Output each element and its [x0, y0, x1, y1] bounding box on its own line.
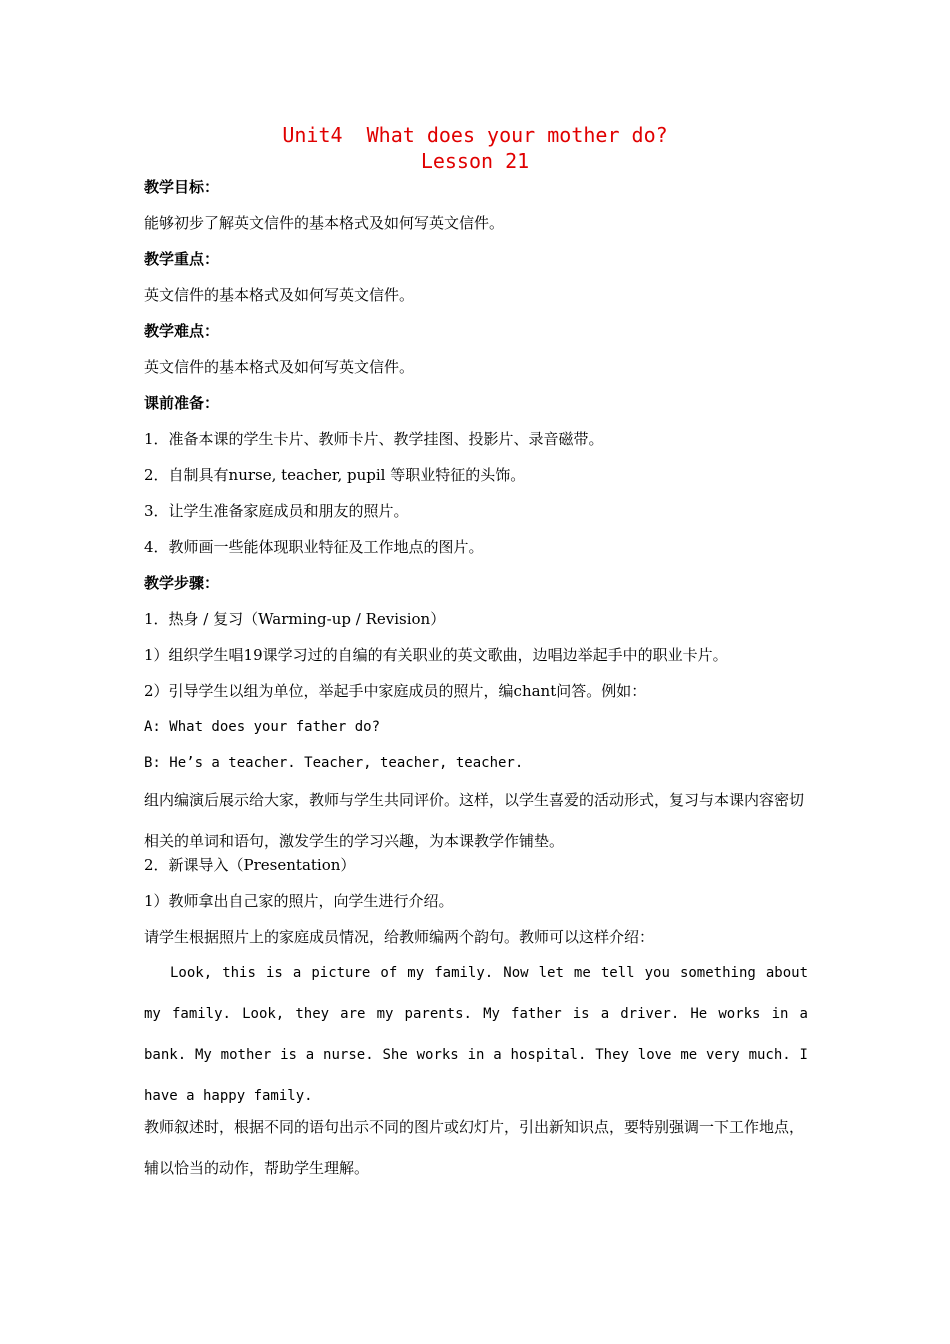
- step1-note: 组内编演后展示给大家，教师与学生共同评价。这样，以学生喜爱的活动形式，复习与本课内容密切相关的单词和语句，激发学生的学习兴趣，为本课教学作铺垫。: [144, 791, 805, 850]
- prep-item: 2．自制具有nurse, teacher, pupil 等职业特征的头饰。: [144, 466, 526, 484]
- steps-heading: 教学步骤：: [144, 574, 220, 592]
- objectives-text: 能够初步了解英文信件的基本格式及如何写英文信件。: [144, 214, 505, 232]
- key-points-text: 英文信件的基本格式及如何写英文信件。: [144, 286, 415, 304]
- step1-title: 1．热身 / 复习（Warming-up / Revision）: [144, 610, 446, 628]
- key-points-heading: 教学重点：: [144, 250, 220, 268]
- document-body: [144, 178, 808, 1183]
- prep-heading: 课前准备：: [144, 394, 220, 412]
- closing-note: 教师叙述时，根据不同的语句出示不同的图片或幻灯片，引出新知识点，要特别强调一下工作地点，辅以恰当的动作，帮助学生理解。: [144, 1118, 805, 1177]
- difficulties-text: 英文信件的基本格式及如何写英文信件。: [144, 358, 415, 376]
- step1-item: 1）组织学生唱19课学习过的自编的有关职业的英文歌曲，边唱边举起手中的职业卡片。: [144, 646, 728, 664]
- difficulties-heading: 教学难点：: [144, 322, 220, 340]
- english-passage: Look, this is a picture of my family. Now let me tell you something about my family. Look, they are my parents. My father is a driver. He works in a bank. My mother is a nurse. She works in a hospital. They love me very much. I have a happy family.: [144, 965, 808, 1104]
- objectives-heading: 教学目标：: [144, 178, 220, 196]
- title-lesson: Lesson 21: [420, 149, 530, 173]
- dialogue-b: B: He’s a teacher. Teacher, teacher, teacher.: [144, 755, 524, 771]
- document-title: [0, 122, 950, 174]
- step2-title: 2．新课导入（Presentation）: [144, 856, 356, 874]
- step2-note: 请学生根据照片上的家庭成员情况，给教师编两个韵句。教师可以这样介绍：: [144, 928, 655, 946]
- title-unit: Unit4 What does your mother do?: [282, 123, 668, 147]
- step2-item: 1）教师拿出自己家的照片，向学生进行介绍。: [144, 892, 454, 910]
- step1-item: 2）引导学生以组为单位，举起手中家庭成员的照片，编chant问答。例如：: [144, 682, 647, 700]
- prep-item: 3．让学生准备家庭成员和朋友的照片。: [144, 502, 409, 520]
- prep-item: 1．准备本课的学生卡片、教师卡片、教学挂图、投影片、录音磁带。: [144, 430, 604, 448]
- prep-item: 4．教师画一些能体现职业特征及工作地点的图片。: [144, 538, 484, 556]
- dialogue-a: A: What does your father do?: [144, 719, 381, 735]
